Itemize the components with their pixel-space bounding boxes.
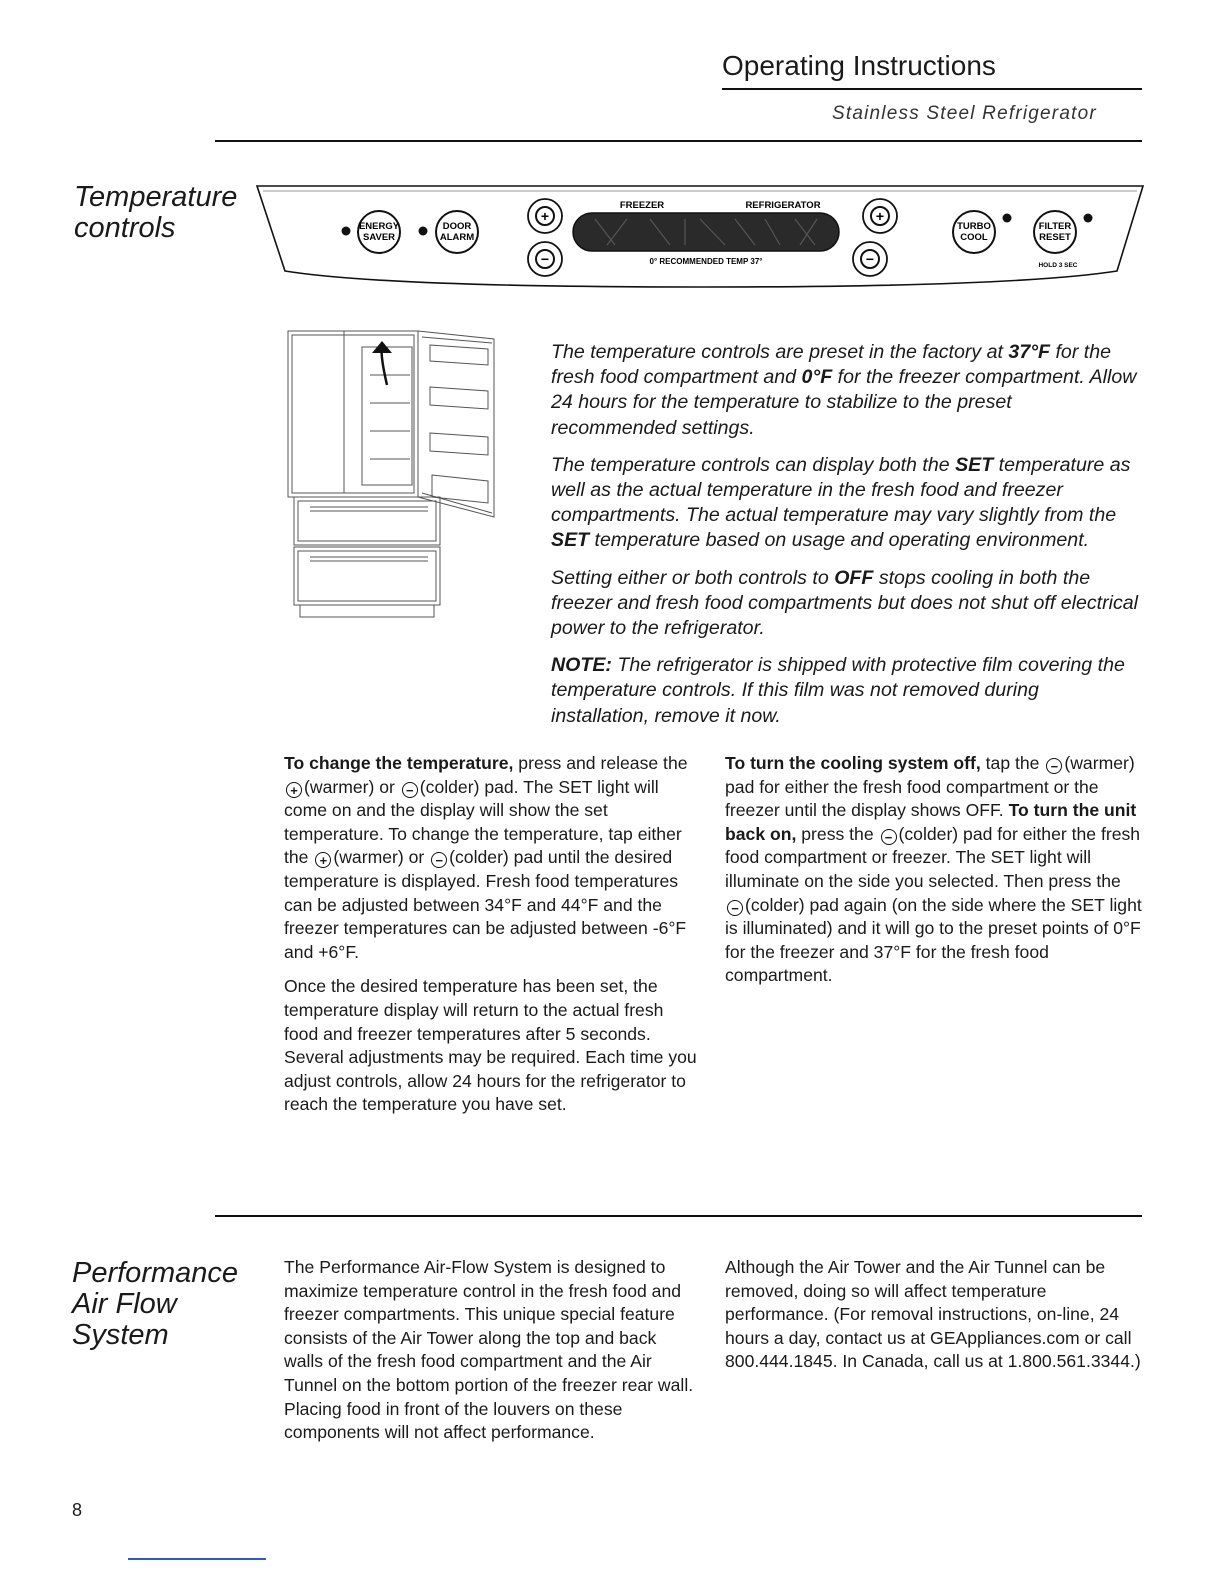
run-in-heading: To turn the unit back on,	[725, 800, 1137, 844]
note-label: NOTE:	[551, 654, 612, 677]
section-title-line: Air Flow	[72, 1288, 177, 1320]
minus-icon: −	[865, 251, 875, 267]
warmer-pad-icon: +	[286, 782, 302, 798]
control-panel-illustration	[255, 183, 1145, 293]
intro-paragraph	[551, 566, 1141, 642]
text-run: press the	[796, 823, 879, 844]
minus-icon: −	[540, 251, 550, 267]
recommended-temp-label: 0° RECOMMENDED TEMP 37°	[649, 257, 763, 266]
text-run: (warmer) or	[304, 776, 400, 797]
text-run: (colder) pad until the desired temperature is displayed. Fresh food temperatures can be adjusted between 34°F and 44°F and the freezer temperatures can be adjusted between -6°F and +6°F.	[284, 847, 687, 962]
text-run: (colder) pad for either the fresh food compartment or freezer. The SET light will illuminate on the side you selected. Then press the	[725, 823, 1141, 891]
plus-icon: +	[540, 208, 550, 224]
text-run: (warmer) or	[333, 847, 430, 868]
body-paragraph: Once the desired temperature has been set, the temperature display will return to the actual fresh food and freezer temperatures after 5 seconds. Several adjustments may be required. Each time you adjust controls, allow 24 hours for the refrigerator to reach the temperature you have set.	[284, 976, 697, 1115]
intro-paragraph	[551, 340, 1141, 441]
freezer-warmer-pad[interactable]	[528, 199, 562, 233]
text-run: stops cooling in both the freezer and fresh food compartments but does not shut off electrical power to the refrigerator.	[551, 566, 1139, 640]
preset-freezer-temp: 0°F	[801, 366, 833, 389]
energy-saver-label: ENERGY	[358, 221, 400, 232]
plus-icon: +	[875, 208, 885, 224]
refrigerator-colder-pad[interactable]	[853, 242, 887, 276]
cooling-off-instructions	[725, 752, 1143, 999]
text-run: (warmer) pad for either the fresh food compartment or the freezer until the display shows OFF.	[725, 753, 1135, 821]
freezer-colder-pad[interactable]	[528, 242, 562, 276]
colder-pad-icon: −	[881, 829, 897, 845]
text-run: temperature as well as the actual temperature in the fresh food and freezer compartments. The actual temperature may vary slightly from the	[551, 453, 1131, 527]
bold-term: SET	[551, 529, 590, 552]
warmer-pad-icon: +	[315, 852, 331, 868]
section-title-line: controls	[74, 212, 176, 244]
intro-paragraph	[551, 453, 1141, 554]
intro-text	[551, 340, 1141, 741]
text-run: Setting either or both controls to	[551, 566, 835, 589]
change-temperature-instructions	[284, 752, 699, 1128]
page-number: 8	[72, 1500, 83, 1520]
colder-pad-icon: −	[727, 900, 743, 916]
body-paragraph	[725, 752, 1143, 988]
body-paragraph	[284, 752, 699, 964]
section-title-line: Performance	[72, 1257, 239, 1289]
colder-pad-icon: −	[431, 852, 447, 868]
temperature-display	[573, 213, 839, 251]
section-rule-top	[215, 140, 1142, 142]
section-title-line: System	[72, 1319, 169, 1351]
filter-reset-label: FILTER	[1038, 221, 1072, 232]
door-alarm-label: DOOR	[442, 221, 472, 232]
run-in-heading: To turn the cooling system off,	[725, 753, 981, 773]
text-run: for the freezer compartment. Allow 24 hours for the temperature to stabilize to the preset recommended settings.	[551, 366, 1137, 439]
section-title-temperature-controls	[74, 182, 237, 244]
colder-pad-icon: −	[402, 782, 418, 798]
colder-pad-icon: −	[1046, 758, 1062, 774]
refrigerator-warmer-pad[interactable]	[863, 199, 897, 233]
turbo-cool-label: TURBO	[957, 221, 991, 232]
freezer-label: FREEZER	[619, 200, 665, 211]
section-rule-middle	[215, 1215, 1142, 1217]
text-run: for the fresh food compartment and	[551, 341, 1112, 389]
preset-fresh-temp: 37°F	[1008, 341, 1051, 363]
page-header-title: Operating Instructions	[722, 50, 996, 81]
energy-saver-label: SAVER	[362, 232, 396, 243]
text-run: temperature based on usage and operating environment.	[589, 529, 1090, 552]
turbo-cool-label: COOL	[960, 232, 988, 243]
filter-reset-label: RESET	[1039, 232, 1071, 243]
text-run: The temperature controls can display both the	[551, 453, 956, 476]
intro-note	[551, 653, 1141, 729]
text-run: The temperature controls are preset in the factory at	[551, 341, 1009, 363]
section-title-line: Temperature	[74, 181, 238, 213]
airflow-removal-note: Although the Air Tower and the Air Tunnel can be removed, doing so will affect temperature performance. (For removal instructions, on-line, 24 hours a day, contact us at GEAppliances.com or call 800.444.1845. In Canada, call us at 1.800.561.3344.)	[725, 1257, 1141, 1372]
bold-term: SET	[955, 453, 994, 476]
text-run: The refrigerator is shipped with protective film covering the temperature controls. If this film was not removed during installation, remove it now.	[551, 654, 1125, 727]
airflow-description: The Performance Air-Flow System is designed to maximize temperature control in the fresh food and freezer compartments. This unique special feature consists of the Air Tower along the top and back walls of the fresh food compartment and the Air Tunnel on the bottom portion of the freezer rear wall. Placing food in front of the louvers on these components will not affect performance.	[284, 1257, 694, 1443]
text-run: tap the	[980, 753, 1045, 773]
text-run: (colder) pad. The SET light will come on and the display will show the set temperature. To change the temperature, tap either the	[284, 776, 682, 868]
page-header-subtitle: Stainless Steel Refrigerator	[832, 103, 1097, 124]
hold-label: HOLD 3 SEC	[1038, 262, 1078, 269]
refrigerator-illustration	[282, 325, 508, 621]
header-rule-short	[722, 88, 1142, 90]
text-run: press and release the	[513, 753, 688, 773]
run-in-heading: To change the temperature,	[284, 753, 514, 773]
text-run: (colder) pad again (on the side where the SET light is illuminated) and it will go to the preset points of 0°F for the freezer and 37°F for the fresh food compartment.	[725, 894, 1142, 986]
section-title-performance-air-flow	[72, 1258, 238, 1351]
bold-term: OFF	[834, 566, 874, 589]
footer-link-line	[128, 1558, 266, 1560]
refrigerator-label: REFRIGERATOR	[745, 200, 821, 211]
door-alarm-label: ALARM	[439, 232, 475, 243]
